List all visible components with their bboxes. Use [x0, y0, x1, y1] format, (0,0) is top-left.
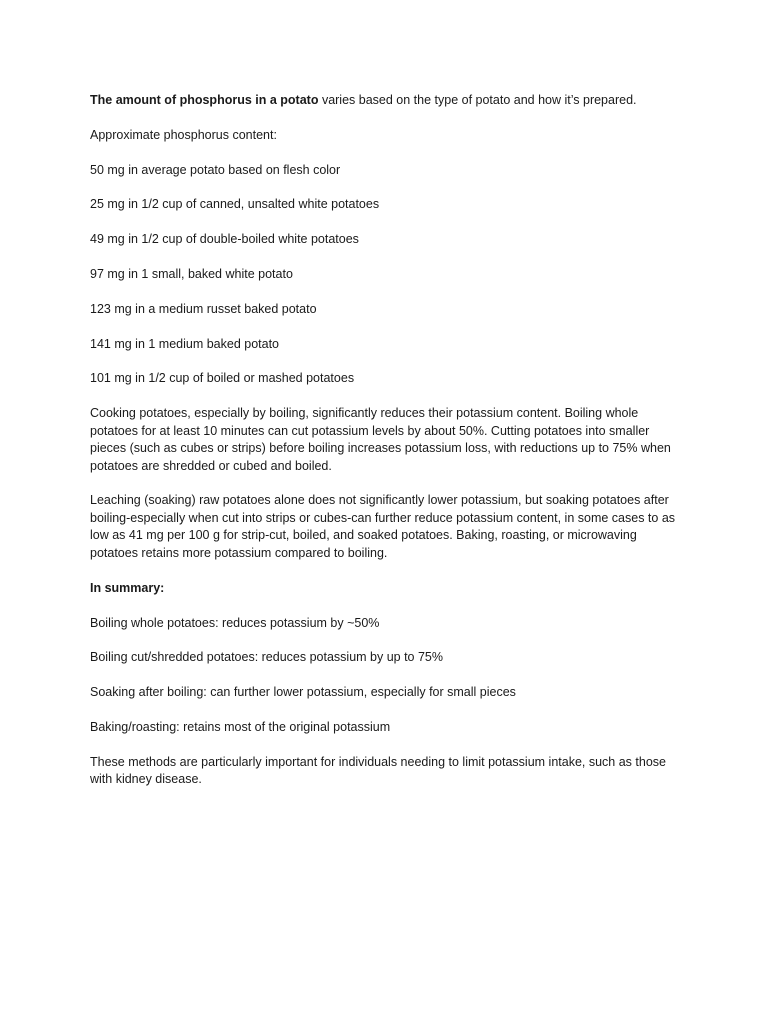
- document-body: [90, 92, 682, 806]
- leaching-paragraph: Leaching (soaking) raw potatoes alone does not significantly lower potassium, but soaking potatoes after boiling-especially when cut into strips or cubes-can further reduce potassium content, in some cases to as low as 41 mg per 100 g for strip-cut, boiled, and soaked potatoes. Baking, roasting, or microwaving potatoes retains more potassium compared to boiling.: [90, 493, 676, 560]
- phosphorus-item: 25 mg in 1/2 cup of canned, unsalted white potatoes: [90, 197, 380, 212]
- summary-item: Soaking after boiling: can further lower potassium, especially for small pieces: [90, 685, 516, 700]
- phosphorus-item: 97 mg in 1 small, baked white potato: [90, 266, 293, 281]
- phosphorus-item: 123 mg in a medium russet baked potato: [90, 301, 317, 316]
- cooking-paragraph: Cooking potatoes, especially by boiling, significantly reduces their potassium content. Boiling whole potatoes for at least 10 minutes can cut potassium levels by about 50%. Cutting potatoes into smaller pieces (such as cubes or strips) before boiling increases potassium loss, with reductions up to 75% when potatoes are shredded or cubed and boiled.: [90, 406, 671, 473]
- intro-rest-text: varies based on the type of potato and how it’s prepared.: [318, 93, 637, 107]
- phosphorus-item: 50 mg in average potato based on flesh color: [90, 162, 341, 177]
- summary-item: Baking/roasting: retains most of the original potassium: [90, 719, 391, 734]
- intro-paragraph: [90, 92, 682, 110]
- summary-heading: In summary:: [90, 580, 165, 595]
- phosphorus-item: 49 mg in 1/2 cup of double-boiled white potatoes: [90, 232, 359, 247]
- phosphorus-item: 141 mg in 1 medium baked potato: [90, 336, 280, 351]
- phosphorus-item: 101 mg in 1/2 cup of boiled or mashed potatoes: [90, 371, 355, 386]
- summary-item: Boiling whole potatoes: reduces potassium by ~50%: [90, 615, 380, 630]
- summary-item: Boiling cut/shredded potatoes: reduces potassium by up to 75%: [90, 650, 443, 665]
- phosphorus-heading: Approximate phosphorus content:: [90, 127, 277, 142]
- intro-bold-text: The amount of phosphorus in a potato: [90, 93, 319, 107]
- closing-paragraph: These methods are particularly important for individuals needing to limit potassium intake, such as those with kidney disease.: [90, 754, 666, 787]
